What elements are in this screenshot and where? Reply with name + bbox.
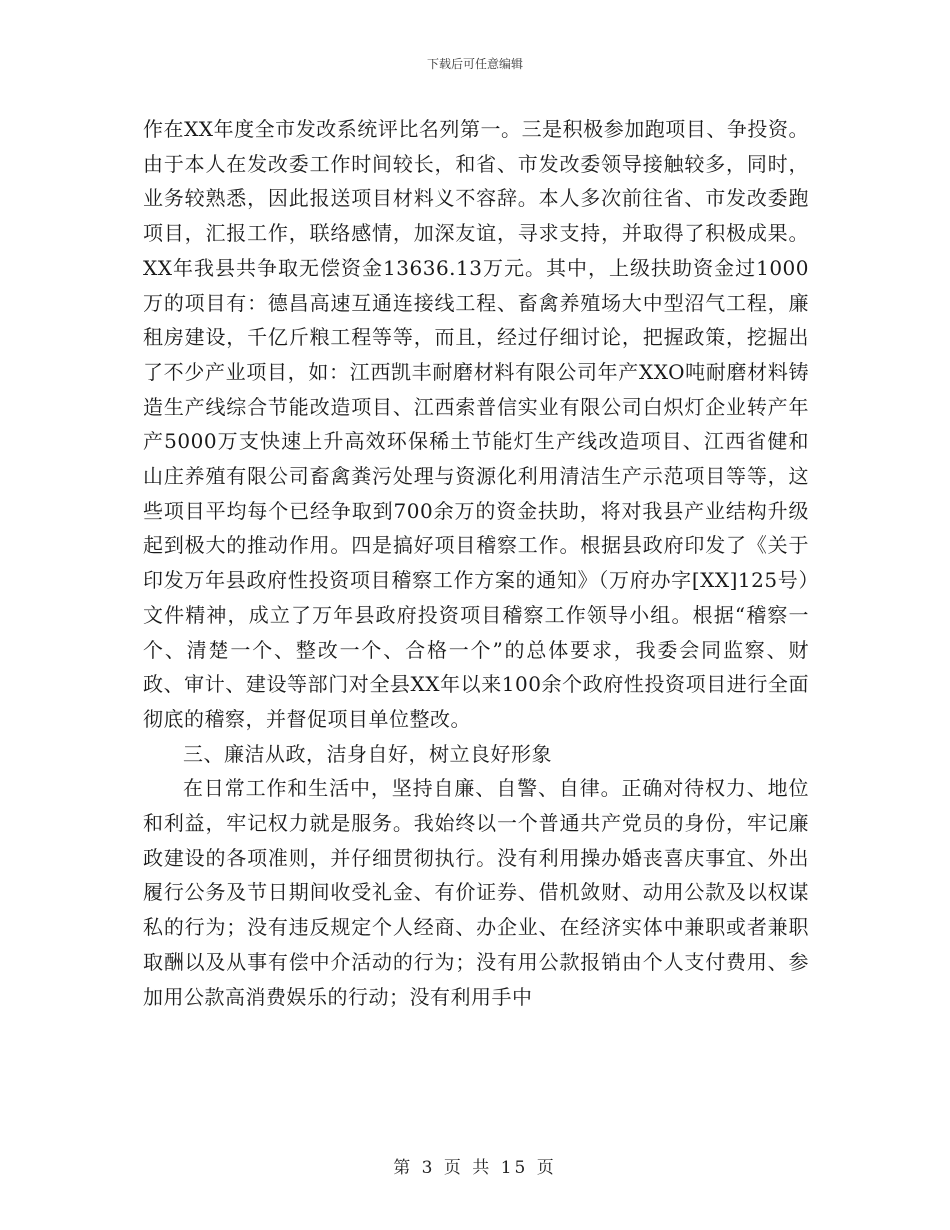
section-heading-3: 三、廉洁从政，洁身自好，树立良好形象	[183, 741, 552, 766]
document-body	[143, 112, 809, 1014]
page-header: 下载后可任意编辑	[426, 57, 523, 71]
paragraph-integrity: 在日常工作和生活中，坚持自廉、自警、自律。正确对待权力、地位和利益，牢记权力就是服务。我始终以一个普通共产党员的身份，牢记廉政建设的各项准则，并仔细贯彻执行。没有利用操办婚丧喜庆事宜、外出履行公务及节日期间收受礼金、有价证券、借机敛财、动用公款及以权谋私的行为；没有违反规定个人经商、办企业、在经济实体中兼职或者兼职取酬以及从事有偿中介活动的行为；没有用公款报销由个人支付费用、参加用公款高消费娱乐的行动；没有利用手中	[143, 776, 809, 1009]
page-number-footer: 第 3 页 共 15 页	[393, 1158, 557, 1178]
paragraph-continuation: 作在XX年度全市发改系统评比名列第一。三是积极参加跑项目、争投资。由于本人在发改委工作时间较长，和省、市发改委领导接触较多，同时，业务较熟悉，因此报送项目材料义不容辞。本人多次前往省、市发改委跑项目，汇报工作，联络感情，加深友谊，寻求支持，并取得了积极成果。XX年我县共争取无偿资金13636.13万元。其中，上级扶助资金过1000万的项目有：德昌高速互通连接线工程、畜禽养殖场大中型沼气工程，廉租房建设，千亿斤粮工程等等，而且，经过仔细讨论，把握政策，挖掘出了不少产业项目，如：江西凯丰耐磨材料有限公司年产XXO吨耐磨材料铸造生产线综合节能改造项目、江西索普信实业有限公司白炽灯企业转产年产5000万支快速上升高效环保稀土节能灯生产线改造项目、江西省健和山庄养殖有限公司畜禽粪污处理与资源化利用清洁生产示范项目等等，这些项目平均每个已经争取到700余万的资金扶助，将对我县产业结构升级起到极大的推动作用。四是搞好项目稽察工作。根据县政府印发了《关于印发万年县政府性投资项目稽察工作方案的通知》（万府办字[XX]125号）文件精神，成立了万年县政府投资项目稽察工作领导小组。根据“稽察一个、清楚一个、整改一个、合格一个”的总体要求，我委会同监察、财政、审计、建设等部门对全县XX年以来100余个政府性投资项目进行全面彻底的稽察，并督促项目单位整改。	[143, 117, 809, 731]
